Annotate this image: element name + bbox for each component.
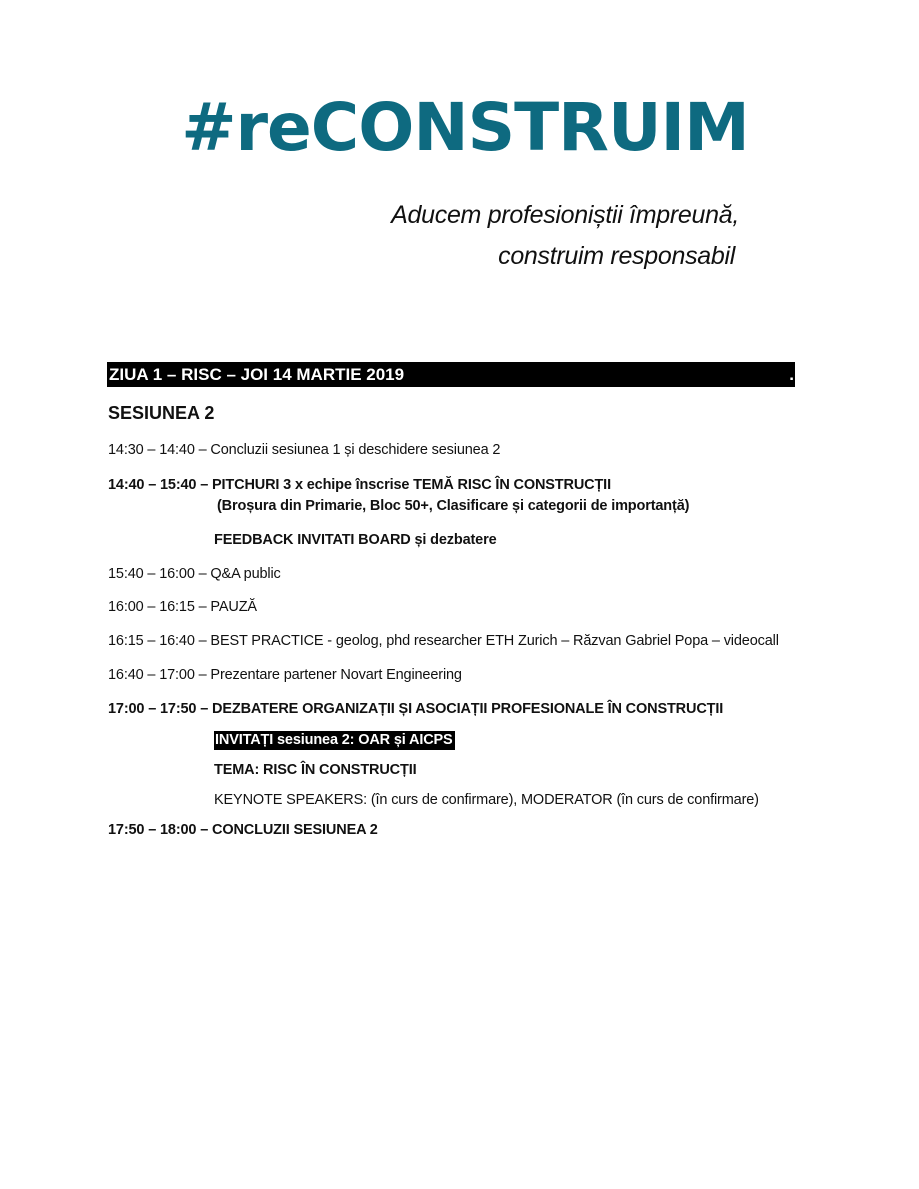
agenda-time: 16:40 – 17:00 – (108, 667, 211, 683)
agenda-item-3 (108, 599, 257, 615)
agenda-item-4 (108, 633, 779, 649)
agenda-item-5 (108, 667, 462, 683)
agenda-item-1-feedback (214, 532, 496, 548)
agenda-time: 17:50 – 18:00 – (108, 822, 213, 838)
day-header-bar (107, 362, 795, 387)
agenda-text: FEEDBACK INVITATI BOARD și dezbatere (214, 532, 497, 548)
day-title: ZIUA 1 – RISC – JOI 14 MARTIE 2019 (109, 365, 405, 384)
day-trailing-mark: . (789, 365, 794, 384)
agenda-text: PITCHURI 3 x echipe înscrise TEMĂ RISC ÎN CONSTRUCȚII (212, 477, 611, 493)
agenda-text: KEYNOTE SPEAKERS: (în curs de confirmare), MODERATOR (în curs de confirmare) (214, 792, 759, 808)
agenda-text: Prezentare partener Novart Engineering (210, 667, 462, 683)
agenda-time: 15:40 – 16:00 – (108, 566, 211, 582)
tagline-line-2: construim responsabil (498, 242, 735, 270)
agenda-time: 16:15 – 16:40 – (108, 633, 211, 649)
agenda-text: TEMA: RISC ÎN CONSTRUCȚII (214, 762, 417, 778)
agenda-item-7 (108, 822, 378, 838)
brand-title: #reCONSTRUIM (181, 89, 749, 166)
agenda-item-6-guests (214, 732, 455, 748)
agenda-time: 16:00 – 16:15 – (108, 599, 211, 615)
agenda-text: PAUZĂ (210, 599, 257, 615)
agenda-text: Q&A public (210, 566, 281, 582)
agenda-item-6-theme (214, 762, 416, 778)
agenda-text: DEZBATERE ORGANIZAȚII ȘI ASOCIAȚII PROFESIONALE ÎN CONSTRUCȚII (212, 701, 724, 717)
agenda-text: BEST PRACTICE - geolog, phd researcher ETH Zurich – Răzvan Gabriel Popa – videocall (210, 633, 779, 649)
agenda-item-6-speakers (214, 792, 759, 808)
agenda-item-1 (108, 477, 611, 493)
agenda-item-2 (108, 566, 281, 582)
agenda-text: (Broșura din Primarie, Bloc 50+, Clasificare și categorii de importanță) (217, 498, 690, 514)
agenda-item-6 (108, 701, 723, 717)
agenda-time: 17:00 – 17:50 – (108, 701, 213, 717)
tagline-line-1: Aducem profesioniștii împreună, (391, 201, 739, 229)
agenda-time: 14:30 – 14:40 – (108, 442, 211, 458)
agenda-item-1-detail (217, 498, 689, 514)
agenda-text: CONCLUZII SESIUNEA 2 (212, 822, 378, 838)
session-title: SESIUNEA 2 (108, 403, 215, 423)
agenda-text: Concluzii sesiunea 1 și deschidere sesiunea 2 (210, 442, 501, 458)
agenda-time: 14:40 – 15:40 – (108, 477, 213, 493)
guests-highlight: INVITAȚI sesiunea 2: OAR și AICPS (215, 732, 453, 748)
agenda-item-0 (108, 442, 500, 458)
